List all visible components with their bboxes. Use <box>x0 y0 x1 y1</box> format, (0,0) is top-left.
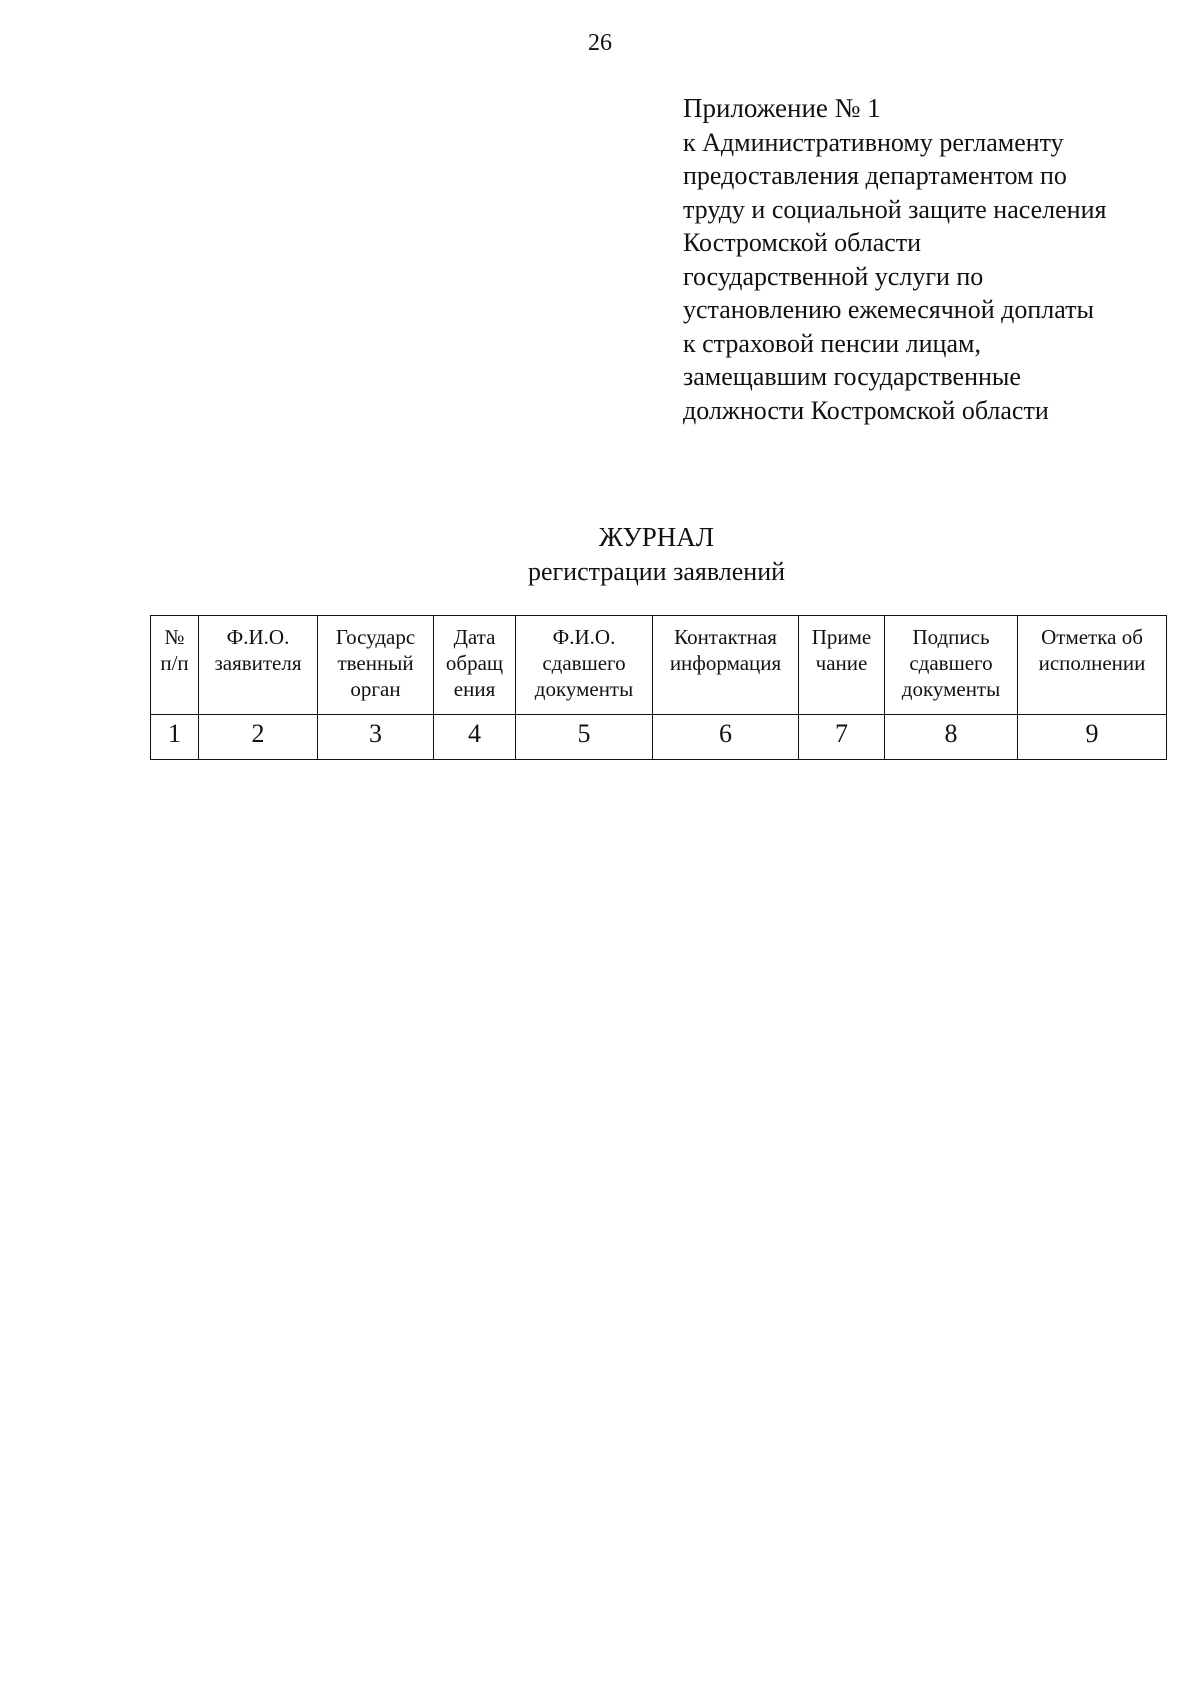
table-row <box>151 715 1167 760</box>
header-line: № <box>164 625 185 649</box>
header-line: чание <box>815 651 868 675</box>
header-number <box>151 616 199 715</box>
table-cell: 7 <box>799 715 885 760</box>
appendix-block <box>683 92 1183 427</box>
header-line: сдавшего <box>909 651 993 675</box>
table-cell: 1 <box>151 715 199 760</box>
header-line: Подпись <box>912 625 990 649</box>
appendix-line: установлению ежемесячной доплаты <box>683 295 1094 324</box>
table-cell: 6 <box>653 715 799 760</box>
appendix-line: к Административному регламенту <box>683 127 1064 157</box>
header-request-date <box>434 616 516 715</box>
appendix-line: предоставления департаментом по <box>683 161 1067 190</box>
header-line: сдавшего <box>542 651 626 675</box>
header-line: обращ <box>445 651 504 675</box>
header-line: документы <box>901 677 1001 701</box>
header-note <box>799 616 885 715</box>
header-line: Дата <box>453 625 496 649</box>
header-submitter-name <box>516 616 653 715</box>
table-cell: 8 <box>885 715 1018 760</box>
appendix-line: замещавшим государственные <box>683 362 1021 391</box>
header-line: Приме <box>811 625 872 649</box>
table-cell: 9 <box>1018 715 1167 760</box>
appendix-line: Костромской области <box>683 228 922 257</box>
document-title: ЖУРНАЛ <box>598 522 715 552</box>
table-cell: 5 <box>516 715 653 760</box>
page-number: 26 <box>588 30 612 56</box>
table-cell: 4 <box>434 715 516 760</box>
header-applicant-name <box>199 616 318 715</box>
header-line: твенный <box>337 651 414 675</box>
table-cell: 2 <box>199 715 318 760</box>
header-submitter-signature <box>885 616 1018 715</box>
header-line: заявителя <box>214 651 302 675</box>
header-line: Государс <box>335 625 416 649</box>
table-cell: 3 <box>318 715 434 760</box>
appendix-line: должности Костромской области <box>683 395 1049 425</box>
appendix-title: Приложение № 1 <box>683 93 881 123</box>
header-line: Ф.И.О. <box>552 625 616 649</box>
appendix-line: к страховой пенсии лицам, <box>683 328 981 358</box>
appendix-line: труду и социальной защите населения <box>683 194 1107 224</box>
header-line: документы <box>534 677 634 701</box>
journal-table <box>150 615 1167 760</box>
header-state-body <box>318 616 434 715</box>
header-line: Ф.И.О. <box>226 625 290 649</box>
header-execution-mark <box>1018 616 1167 715</box>
appendix-line: государственной услуги по <box>683 261 984 291</box>
header-line: информация <box>669 651 782 675</box>
header-line: орган <box>350 677 401 701</box>
table-header-row <box>151 616 1167 715</box>
header-contact-info <box>653 616 799 715</box>
header-line: п/п <box>160 651 189 675</box>
header-line: исполнении <box>1038 651 1146 675</box>
header-line: Контактная <box>674 625 777 649</box>
header-line: ения <box>453 677 496 701</box>
document-subtitle: регистрации заявлений <box>527 557 786 586</box>
header-line: Отметка об <box>1041 625 1143 649</box>
